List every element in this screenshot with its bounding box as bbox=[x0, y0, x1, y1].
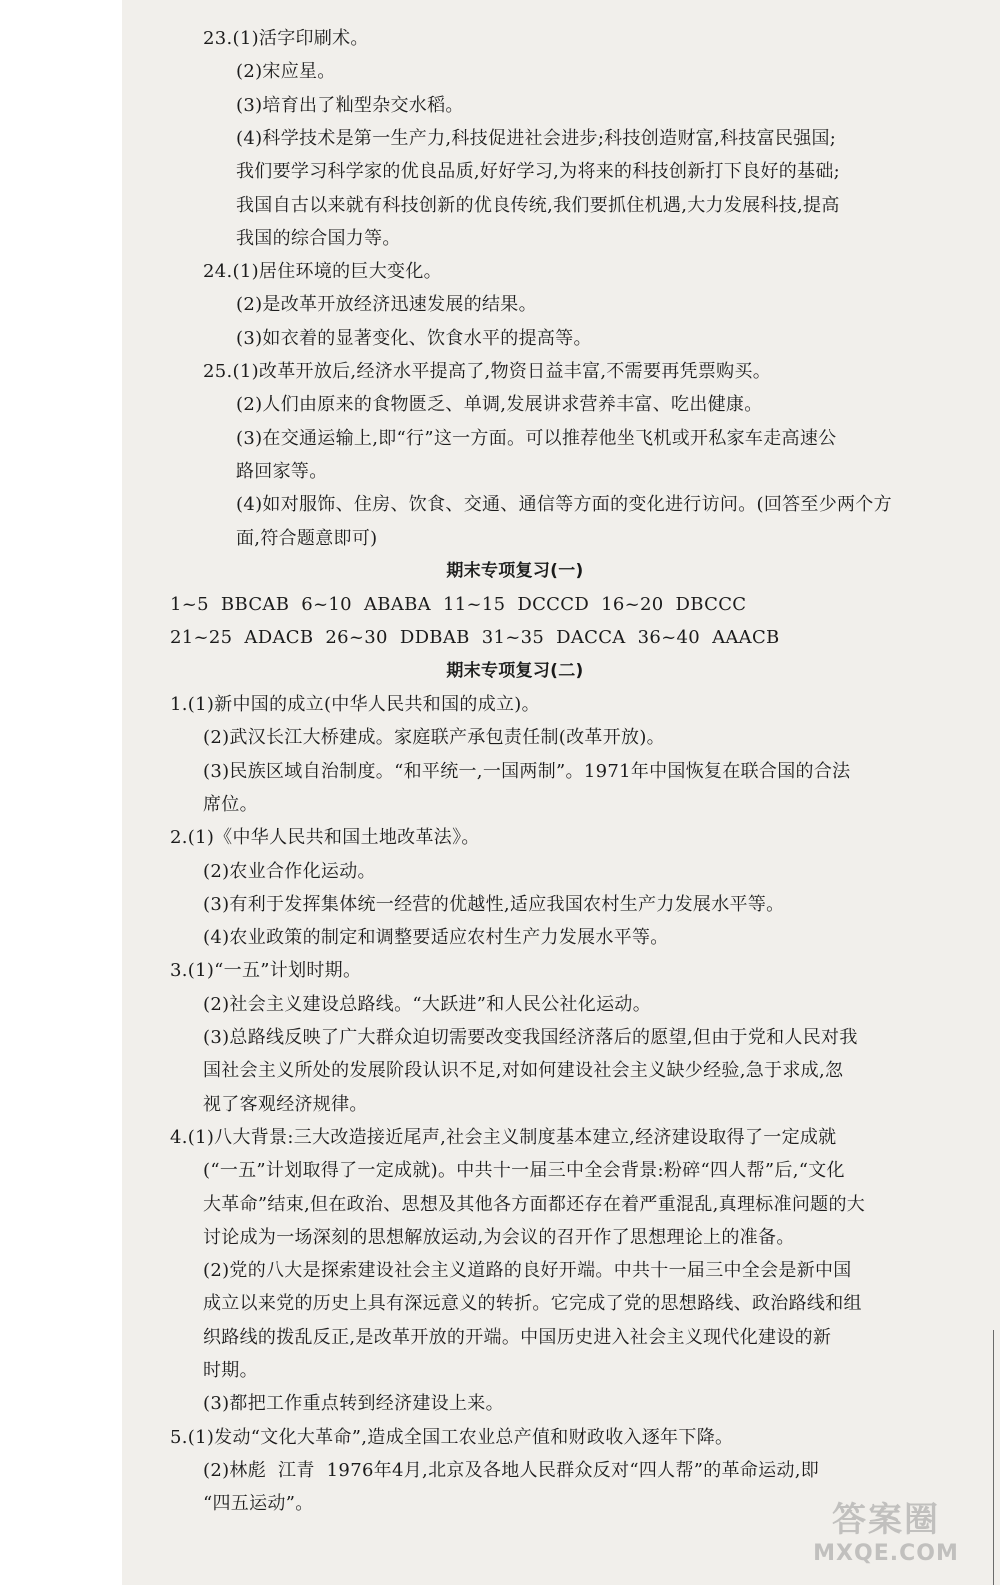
answer-line: 4.(1)八大背景:三大改造接近尾声,社会主义制度基本建立,经济建设取得了一定成就 bbox=[170, 1126, 837, 1148]
answer-line: (3)如衣着的显著变化、饮食水平的提高等。 bbox=[236, 327, 592, 349]
answer-line: 席位。 bbox=[203, 793, 258, 815]
answer-line: (2)宋应星。 bbox=[236, 61, 336, 83]
answer-line: (2)人们由原来的食物匮乏、单调,发展讲求营养丰富、吃出健康。 bbox=[236, 394, 763, 416]
answer-line: 1~5 BBCAB 6~10 ABABA 11~15 DCCCD 16~20 DBCCC bbox=[170, 594, 747, 616]
answer-line: (3)培育出了籼型杂交水稻。 bbox=[236, 94, 464, 116]
answer-line: 成立以来党的历史上具有深远意义的转折。它完成了党的思想路线、政治路线和组 bbox=[203, 1293, 862, 1315]
answer-line: (2)林彪 江青 1976年4月,北京及各地人民群众反对“四人帮”的革命运动,即 bbox=[203, 1459, 820, 1481]
section-heading: 期末专项复习(二) bbox=[446, 660, 584, 681]
answer-line: 我国自古以来就有科技创新的优良传统,我们要抓住机遇,大力发展科技,提高 bbox=[236, 194, 840, 216]
answer-line: (2)社会主义建设总路线。“大跃进”和人民公社化运动。 bbox=[203, 993, 651, 1015]
answer-line: 路回家等。 bbox=[236, 460, 328, 482]
answer-line: “四五运动”。 bbox=[203, 1493, 314, 1515]
answer-line: (2)是改革开放经济迅速发展的结果。 bbox=[236, 294, 537, 316]
section-heading: 期末专项复习(一) bbox=[446, 560, 584, 581]
answer-line: (3)在交通运输上,即“行”这一方面。可以推荐他坐飞机或开私家车走高速公 bbox=[236, 427, 837, 449]
answer-line: 21~25 ADACB 26~30 DDBAB 31~35 DACCA 36~40 AAACB bbox=[170, 627, 780, 649]
answer-line: (3)总路线反映了广大群众迫切需要改变我国经济落后的愿望,但由于党和人民对我 bbox=[203, 1027, 858, 1048]
answer-line: 织路线的拨乱反正,是改革开放的开端。中国历史进入社会主义现代化建设的新 bbox=[203, 1326, 832, 1348]
answer-line: (2)农业合作化运动。 bbox=[203, 860, 376, 882]
watermark-en: MXQE.COM bbox=[813, 1541, 959, 1566]
answer-line: (3)民族区域自治制度。“和平统一,一国两制”。1971年中国恢复在联合国的合法 bbox=[203, 760, 851, 782]
answer-line: 国社会主义所处的发展阶段认识不足,对如何建设社会主义缺少经验,急于求成,忽 bbox=[203, 1060, 844, 1082]
answer-line: (4)如对服饰、住房、饮食、交通、通信等方面的变化进行访问。(回答至少两个方 bbox=[236, 494, 892, 516]
answer-line: 大革命”结束,但在政治、思想及其他各方面都还存在着严重混乱,真理标准问题的大 bbox=[203, 1193, 866, 1215]
answer-line: 我国的综合国力等。 bbox=[236, 227, 401, 249]
answer-line: 5.(1)发动“文化大革命”,造成全国工农业总产值和财政收入逐年下降。 bbox=[170, 1426, 734, 1448]
answer-line: 1.(1)新中国的成立(中华人民共和国的成立)。 bbox=[170, 694, 540, 715]
answer-line: (4)科学技术是第一生产力,科技促进社会进步;科技创造财富,科技富民强国; bbox=[236, 127, 837, 149]
answer-line: (2)武汉长江大桥建成。家庭联产承包责任制(改革开放)。 bbox=[203, 727, 665, 749]
watermark-logo bbox=[786, 1481, 986, 1577]
answer-line: (3)都把工作重点转到经济建设上来。 bbox=[203, 1393, 504, 1415]
answer-line: 2.(1)《中华人民共和国土地改革法》。 bbox=[170, 827, 480, 849]
answer-line: 时期。 bbox=[203, 1360, 258, 1381]
answer-line: 23.(1)活字印刷术。 bbox=[203, 28, 369, 49]
answer-line: (“一五”计划取得了一定成就)。中共十一届三中全会背景:粉碎“四人帮”后,“文化 bbox=[203, 1160, 845, 1182]
answer-line: 25.(1)改革开放后,经济水平提高了,物资日益丰富,不需要再凭票购买。 bbox=[203, 361, 772, 382]
answer-line: 视了客观经济规律。 bbox=[203, 1093, 368, 1115]
answer-line: 讨论成为一场深刻的思想解放运动,为会议的召开作了思想理论上的准备。 bbox=[203, 1226, 795, 1248]
watermark-cn: 答案圈 bbox=[832, 1500, 940, 1540]
answer-line: 24.(1)居住环境的巨大变化。 bbox=[203, 261, 442, 283]
answer-line: (4)农业政策的制定和调整要适应农村生产力发展水平等。 bbox=[203, 927, 669, 949]
answer-line: (2)党的八大是探索建设社会主义道路的良好开端。中共十一届三中全会是新中国 bbox=[203, 1260, 852, 1282]
answer-line: (3)有利于发挥集体统一经营的优越性,适应我国农村生产力发展水平等。 bbox=[203, 893, 785, 915]
answer-line: 3.(1)“一五”计划时期。 bbox=[170, 960, 362, 982]
answer-line: 面,符合题意即可) bbox=[236, 527, 378, 549]
answer-line: 我们要学习科学家的优良品质,好好学习,为将来的科技创新打下良好的基础; bbox=[236, 161, 841, 183]
